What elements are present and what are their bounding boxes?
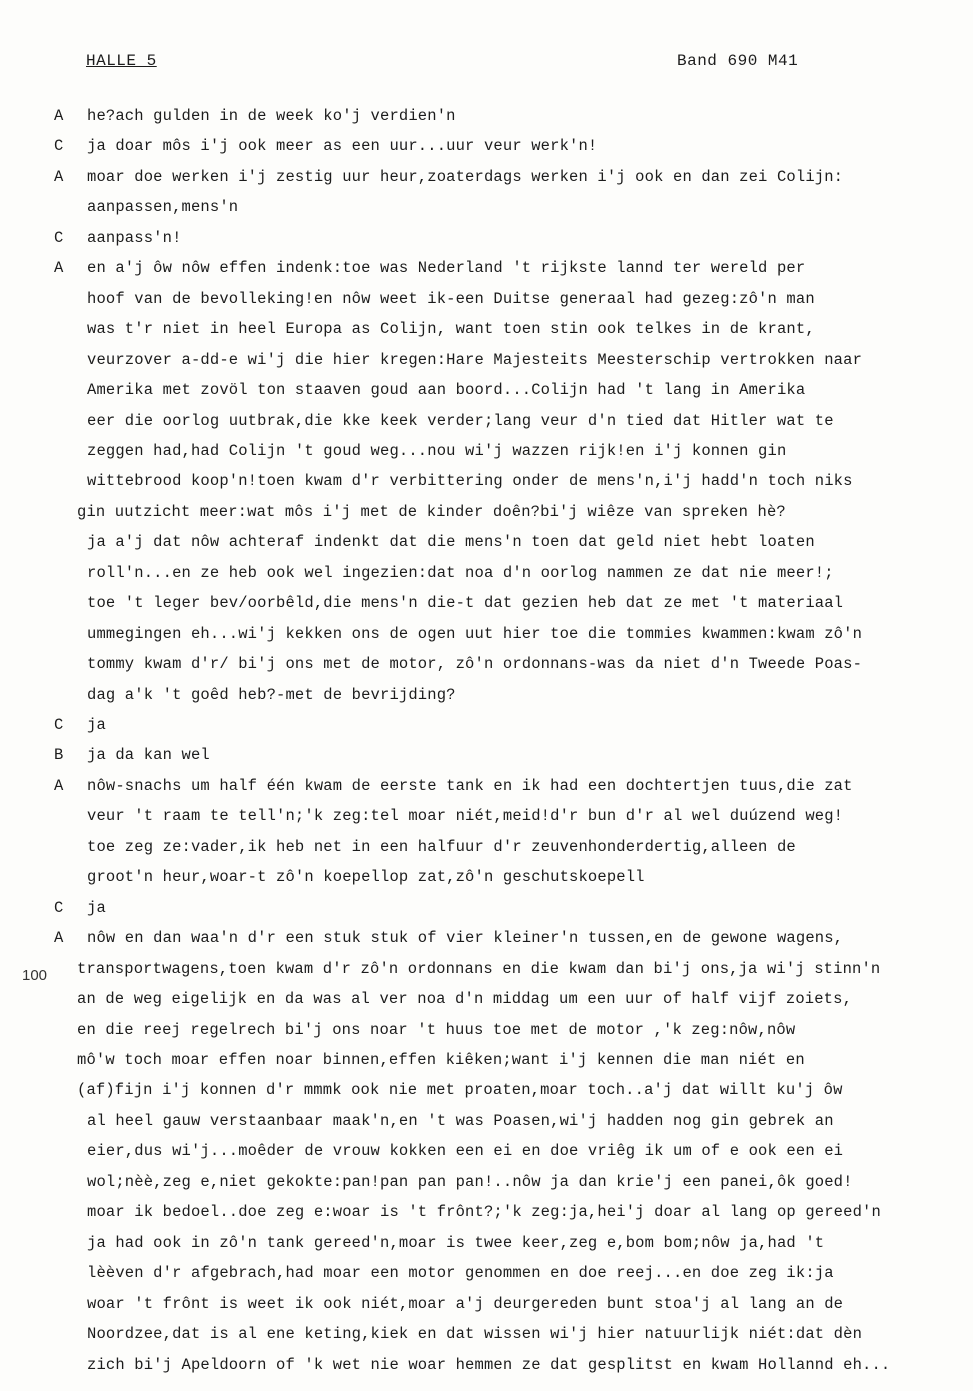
utterance-text: ja da kan wel	[87, 746, 210, 765]
utterance-text: was t'r niet in heel Europa as Colijn, want toen stin ook telkes in de krant,	[87, 320, 815, 339]
speaker-label: A	[54, 929, 64, 948]
utterance-text: eer die oorlog uutbrak,die kke keek verder;lang veur d'n tied dat Hitler wat te	[87, 411, 834, 430]
transcript-line	[0, 1228, 973, 1258]
transcript-line	[0, 649, 973, 679]
speaker-label: C	[54, 137, 64, 156]
utterance-text: he?ach gulden in de week ko'j verdien'n	[87, 107, 456, 125]
transcript-line	[0, 284, 973, 314]
utterance-text: ummegingen eh...wi'j kekken ons de ogen uut hier toe die tommies kwammen:kwam zô'n	[87, 624, 863, 643]
utterance-text: zich bi'j Apeldoorn of 'k wet nie woar hemmen ze dat gesplitst en kwam Hollannd eh...	[87, 1355, 891, 1374]
utterance-text: mô'w toch moar effen noar binnen,effen kiêken;want i'j kennen die man niét en	[77, 1050, 805, 1069]
transcript-line	[0, 406, 973, 436]
transcript-line	[0, 710, 973, 740]
transcript-line	[0, 162, 973, 192]
utterance-text: ja	[87, 898, 106, 917]
transcript-line	[0, 1075, 973, 1105]
utterance-text: ja a'j dat nôw achteraf indenkt dat die mens'n toen dat geld niet hebt loaten	[87, 533, 815, 552]
transcript-line	[0, 436, 973, 466]
utterance-text: groot'n heur,woar-t zô'n koepellop zat,zô'n geschutskoepell	[87, 868, 645, 887]
transcript-line	[0, 497, 973, 527]
transcript-line	[0, 680, 973, 710]
transcript-line	[0, 375, 973, 405]
transcript-line	[0, 801, 973, 831]
utterance-text: (af)fijn i'j konnen d'r mmmk ook nie met proaten,moar toch..a'j dat willt ku'j ôw	[77, 1081, 843, 1100]
transcript-line	[0, 923, 973, 953]
transcript-line	[0, 192, 973, 222]
utterance-text: roll'n...en ze heb ook wel ingezien:dat noa d'n oorlog nammen ze dat nie meer!;	[87, 563, 834, 582]
utterance-text: aanpass'n!	[87, 228, 182, 247]
utterance-text: ja had ook in zô'n tank gereed'n,moar is twee keer,zeg e,bom bom;nôw ja,had 't	[87, 1233, 825, 1252]
utterance-text: transportwagens,toen kwam d'r zô'n ordonnans en die kwam dan bi'j ons,ja wi'j stinn'n	[77, 959, 881, 978]
speaker-label: C	[54, 898, 64, 917]
transcript-line	[0, 984, 973, 1014]
utterance-text: veur 't raam te tell'n;'k zeg:tel moar niét,meid!d'r bun d'r al wel duúzend weg!	[87, 807, 844, 826]
utterance-text: an de weg eigelijk en da was al ver noa d'n middag um een uur of half vijf zoiets,	[77, 990, 853, 1008]
utterance-text: Amerika met zovöl ton staaven goud aan boord...Colijn had 't lang in Amerika	[87, 381, 806, 400]
transcript-line	[0, 832, 973, 862]
utterance-text: ja	[87, 716, 106, 734]
utterance-text: tommy kwam d'r/ bi'j ons met de motor, zô'n ordonnans-was da niet d'n Tweede Poas-	[87, 655, 863, 674]
transcript-line	[0, 619, 973, 649]
transcript-line	[0, 1258, 973, 1288]
speaker-label: A	[54, 107, 64, 125]
transcript-line	[0, 131, 973, 161]
utterance-text: wol;nèè,zeg e,niet gekokte:pan!pan pan pan!..nôw ja dan krie'j een panei,ôk goed!	[87, 1172, 853, 1191]
transcript-line	[0, 862, 973, 892]
utterance-text: al heel gauw verstaanbaar maak'n,en 't was Poasen,wi'j hadden nog gin gebrek an	[87, 1111, 834, 1130]
transcript-line	[0, 314, 973, 344]
transcript-line	[0, 558, 973, 588]
speaker-label: A	[54, 259, 64, 278]
utterance-text: dag a'k 't goêd heb?-met de bevrijding?	[87, 685, 456, 704]
utterance-text: wittebrood koop'n!toen kwam d'r verbittering onder de mens'n,i'j hadd'n toch niks	[87, 472, 853, 491]
utterance-text: eier,dus wi'j...moêder de vrouw kokken een ei en doe vriêg ik um of e ook een ei	[87, 1142, 844, 1161]
transcript-line	[0, 345, 973, 375]
transcript-line	[0, 954, 973, 984]
transcript-line	[0, 1319, 973, 1349]
utterance-text: toe zeg ze:vader,ik heb net in een halfuur d'r zeuvenhonderdertig,alleen de	[87, 837, 796, 856]
utterance-text: toe 't leger bev/oorbêld,die mens'n die-t dat gezien heb dat ze met 't materiaal	[87, 594, 844, 613]
document-title: HALLE 5	[86, 52, 157, 70]
utterance-text: hoof van de bevolleking!en nôw weet ik-een Duitse generaal had gezeg:zô'n man	[87, 289, 815, 308]
margin-counter: 100	[22, 967, 48, 984]
utterance-text: zeggen had,had Colijn 't goud weg...nou wi'j wazzen rijk!en i'j konnen gin	[87, 441, 787, 460]
transcript-line	[0, 1015, 973, 1045]
transcript-line	[0, 466, 973, 496]
transcript-line	[0, 588, 973, 618]
transcript-line	[0, 1197, 973, 1227]
speaker-label: C	[54, 716, 64, 734]
speaker-label: B	[54, 746, 64, 765]
transcript-line	[0, 527, 973, 557]
utterance-text: moar doe werken i'j zestig uur heur,zoaterdags werken i'j ook en dan zei Colijn:	[87, 167, 844, 186]
transcript-line	[0, 740, 973, 770]
speaker-label: C	[54, 228, 64, 247]
transcript-line	[0, 1045, 973, 1075]
transcript-line	[0, 1106, 973, 1136]
transcript-line	[0, 1167, 973, 1197]
utterance-text: en a'j ôw nôw effen indenk:toe was Nederland 't rijkste lannd ter wereld per	[87, 259, 806, 278]
transcript-line	[0, 771, 973, 801]
tape-reference: Band 690 M41	[677, 52, 799, 70]
utterance-text: en die reej regelrech bi'j ons noar 't huus toe met de motor ,'k zeg:nôw,nôw	[77, 1020, 796, 1039]
utterance-text: nôw-snachs um half één kwam de eerste tank en ik had een dochtertjen tuus,die zat	[87, 776, 853, 795]
utterance-text: nôw en dan waa'n d'r een stuk stuk of vier kleiner'n tussen,en de gewone wagens,	[87, 929, 844, 948]
utterance-text: lèèven d'r afgebrach,had moar een motor genommen en doe reej...en doe zeg ik:ja	[87, 1264, 834, 1283]
speaker-label: A	[54, 167, 64, 186]
utterance-text: Noordzee,dat is al ene keting,kiek en dat wissen wi'j hier natuurlijk niét:dat dèn	[87, 1325, 863, 1343]
transcript-line	[0, 101, 973, 131]
utterance-text: moar ik bedoel..doe zeg e:woar is 't frônt?;'k zeg:ja,hei'j doar al lang op gereed'n	[87, 1203, 881, 1222]
transcript-line	[0, 1289, 973, 1319]
transcript-line	[0, 1350, 973, 1380]
transcript-line	[0, 253, 973, 283]
speaker-label: A	[54, 776, 64, 795]
utterance-text: woar 't frônt is weet ik ook niét,moar a'j deurgereden bunt stoa'j al lang an de	[87, 1294, 844, 1313]
transcript-line	[0, 223, 973, 253]
transcript-line	[0, 893, 973, 923]
utterance-text: veurzover a-dd-e wi'j die hier kregen:Hare Majesteits Meesterschip vertrokken naar	[87, 350, 863, 369]
transcript-line	[0, 1136, 973, 1166]
utterance-text: aanpassen,mens'n	[87, 198, 239, 217]
utterance-text: ja doar môs i'j ook meer as een uur...uur veur werk'n!	[87, 137, 598, 156]
utterance-text: gin uutzicht meer:wat môs i'j met de kinder doên?bi'j wiêze van spreken hè?	[77, 502, 786, 521]
